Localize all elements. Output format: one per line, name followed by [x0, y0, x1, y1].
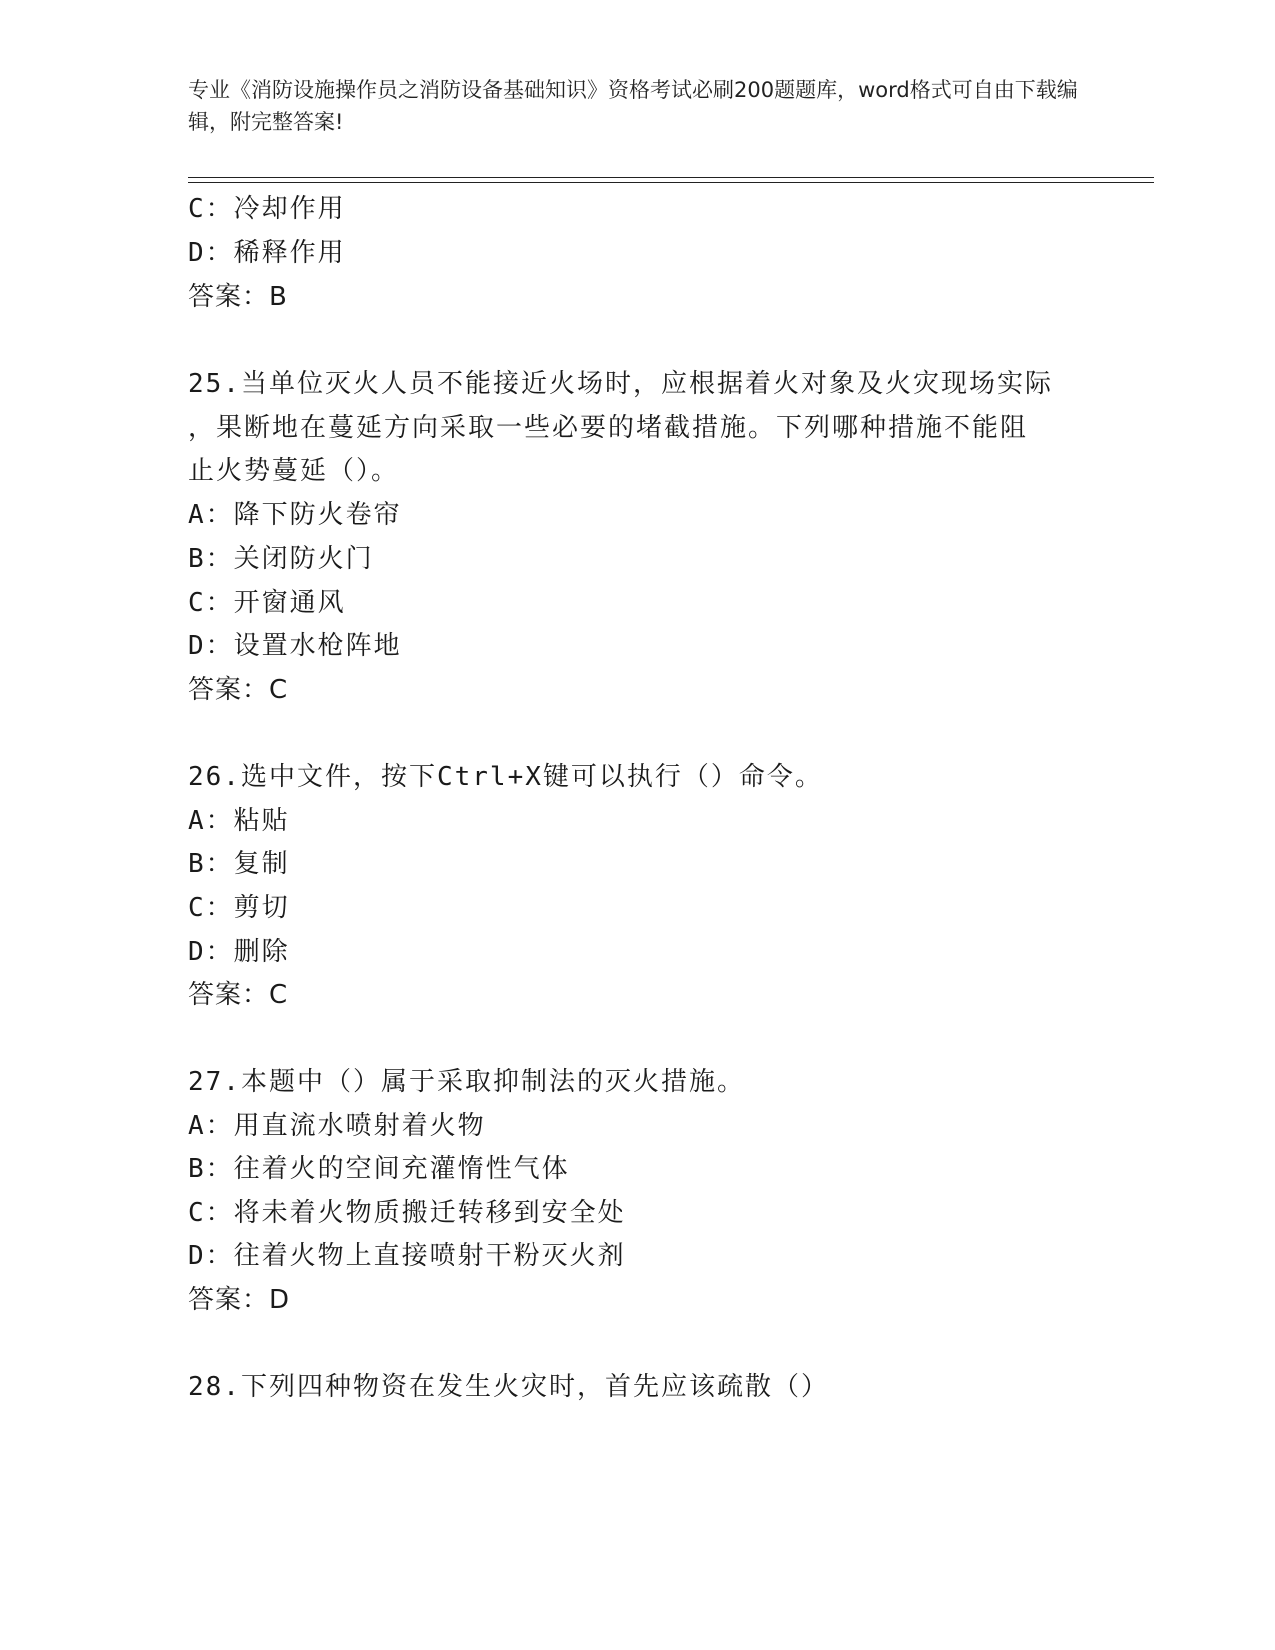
q27-text-line-1: 27.本题中（）属于采取抑制法的灭火措施。: [188, 1067, 745, 1097]
document-header: 专业《消防设施操作员之消防设备基础知识》资格考试必刷200题题库，word格式可自由下载编辑，附完整答案!: [188, 78, 1078, 134]
q26-text-line-1: 26.选中文件，按下Ctrl+X键可以执行（）命令。: [188, 762, 823, 792]
q26-option-a: A：粘贴: [188, 806, 290, 836]
q25-text-line-3: 止火势蔓延（）。: [188, 456, 400, 486]
q28-text-line-1: 28.下列四种物资在发生火灾时，首先应该疏散（）: [188, 1372, 829, 1402]
q27-answer: 答案：D: [188, 1285, 291, 1315]
q25-text-line-2: ，果断地在蔓延方向采取一些必要的堵截措施。下列哪种措施不能阻: [188, 413, 1029, 443]
q25-text-line-1: 25.当单位灭火人员不能接近火场时，应根据着火对象及火灾现场实际: [188, 369, 1053, 399]
header-rule-top: [188, 177, 1154, 178]
q27-option-b: B：往着火的空间充灌惰性气体: [188, 1154, 570, 1184]
q26-answer: 答案：C: [188, 980, 289, 1010]
q26-option-b: B：复制: [188, 849, 290, 879]
q25-option-a: A：降下防火卷帘: [188, 500, 402, 530]
prev-option-c: C：冷却作用: [188, 194, 346, 224]
q27-option-d: D：往着火物上直接喷射干粉灭火剂: [188, 1241, 626, 1271]
header-rule-bottom: [188, 182, 1154, 183]
q25-option-c: C：开窗通风: [188, 588, 346, 618]
prev-option-d: D：稀释作用: [188, 238, 346, 268]
q25-answer: 答案：C: [188, 675, 289, 705]
q25-option-d: D：设置水枪阵地: [188, 631, 402, 661]
q26-option-d: D：删除: [188, 937, 290, 967]
q25-option-b: B：关闭防火门: [188, 544, 374, 574]
q27-option-a: A：用直流水喷射着火物: [188, 1111, 486, 1141]
prev-answer: 答案：B: [188, 282, 288, 312]
q26-option-c: C：剪切: [188, 893, 290, 923]
q27-option-c: C：将未着火物质搬迁转移到安全处: [188, 1198, 626, 1228]
